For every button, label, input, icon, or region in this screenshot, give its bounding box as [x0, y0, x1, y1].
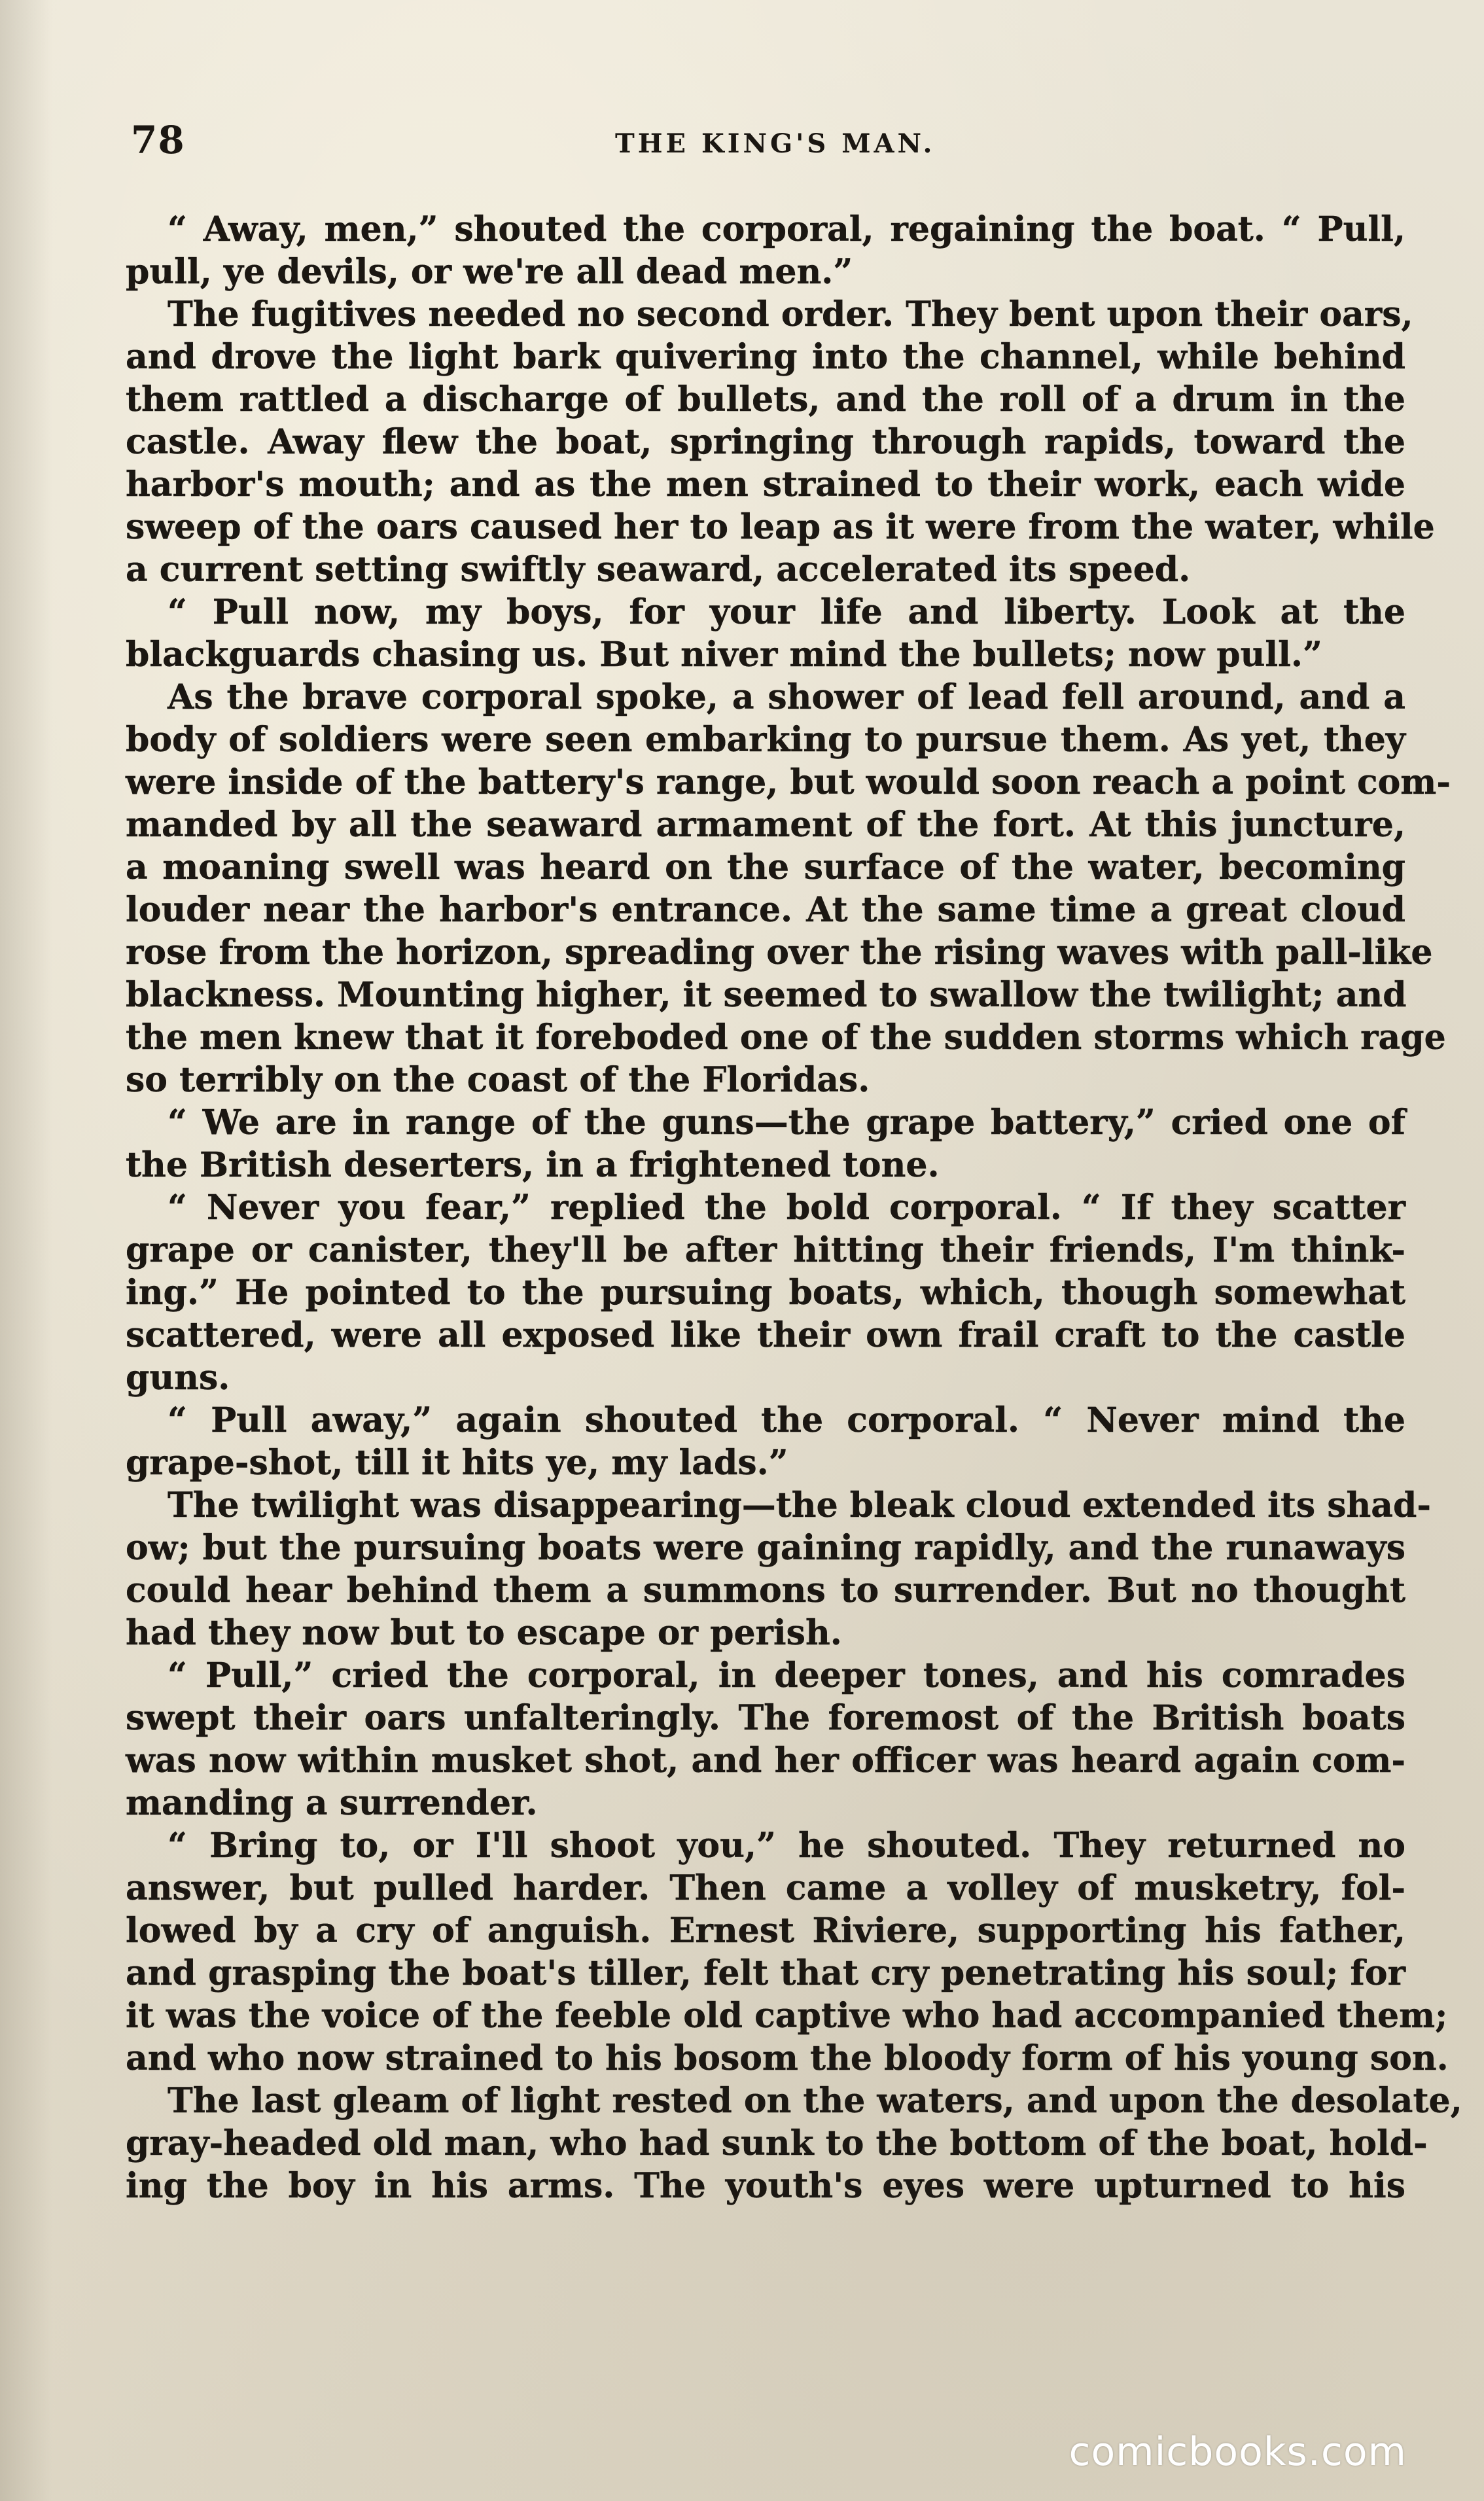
text-line: and drove the light bark quivering into the channel, while behind: [126, 337, 1405, 377]
text-line: scattered, were all exposed like their own frail craft to the castle: [126, 1315, 1405, 1355]
text-line: The fugitives needed no second order. They bent upon their oars,: [168, 294, 1413, 334]
text-line: and grasping the boat's tiller, felt that cry penetrating his soul; for: [126, 1953, 1405, 1993]
text-line: louder near the harbor's entrance. At the same time a great cloud: [126, 890, 1405, 930]
text-line: blackguards chasing us. But niver mind the bullets; now pull.”: [126, 635, 1322, 675]
text-line: “ Pull now, my boys, for your life and liberty. Look at the: [168, 592, 1405, 632]
text-line: the men knew that it foreboded one of the sudden storms which rage: [126, 1018, 1446, 1057]
text-line: grape-shot, till it hits ye, my lads.”: [126, 1443, 788, 1483]
watermark-text: comicbooks.com: [1069, 2429, 1407, 2475]
text-line: manded by all the seaward armament of the fort. At this juncture,: [126, 805, 1405, 845]
text-line: blackness. Mounting higher, it seemed to swallow the twilight; and: [126, 975, 1407, 1015]
text-line: ing.” He pointed to the pursuing boats, which, though somewhat: [126, 1273, 1405, 1313]
text-line: body of soldiers were seen embarking to pursue them. As yet, they: [126, 720, 1405, 760]
body-text: [126, 208, 1462, 2207]
text-line: guns.: [126, 1358, 230, 1398]
text-line: sweep of the oars caused her to leap as it were from the water, while: [126, 507, 1435, 547]
text-line: “ Pull away,” again shouted the corporal. “ Never mind the: [168, 1400, 1405, 1440]
text-line: As the brave corporal spoke, a shower of lead fell around, and a: [168, 677, 1405, 717]
text-line: “ Pull,” cried the corporal, in deeper tones, and his comrades: [168, 1656, 1405, 1695]
text-line: and who now strained to his bosom the bloody form of his young son.: [126, 2038, 1449, 2078]
text-line: “ Bring to, or I'll shoot you,” he shouted. They returned no: [168, 1826, 1405, 1866]
text-line: “ We are in range of the guns—the grape battery,” cried one of: [168, 1103, 1405, 1143]
text-line: pull, ye devils, or we're all dead men.”: [126, 252, 853, 292]
page-number: 78: [131, 118, 185, 162]
text-line: could hear behind them a summons to surrender. But no thought: [126, 1570, 1405, 1610]
text-line: “ Away, men,” shouted the corporal, regaining the boat. “ Pull,: [168, 209, 1405, 249]
text-line: the British deserters, in a frightened tone.: [126, 1145, 940, 1185]
text-line: harbor's mouth; and as the men strained to their work, each wide: [126, 465, 1405, 505]
text-line: were inside of the battery's range, but would soon reach a point com-: [126, 762, 1451, 802]
text-line: them rattled a discharge of bullets, and the roll of a drum in the: [126, 380, 1405, 419]
text-line: a current setting swiftly seaward, accelerated its speed.: [126, 550, 1191, 590]
text-line: a moaning swell was heard on the surface of the water, becoming: [126, 847, 1405, 887]
text-line: answer, but pulled harder. Then came a volley of musketry, fol-: [126, 1868, 1405, 1908]
text-line: so terribly on the coast of the Floridas.: [126, 1060, 870, 1100]
text-line: The last gleam of light rested on the waters, and upon the desolate,: [168, 2081, 1462, 2121]
page-edge-shadow: [0, 0, 52, 2501]
running-title: THE KING'S MAN.: [615, 128, 936, 159]
text-line: swept their oars unfalteringly. The foremost of the British boats: [126, 1698, 1405, 1738]
text-line: ow; but the pursuing boats were gaining rapidly, and the runaways: [126, 1528, 1405, 1568]
text-line: gray-headed old man, who had sunk to the bottom of the boat, hold-: [126, 2123, 1428, 2163]
text-line: grape or canister, they'll be after hitting their friends, I'm think-: [126, 1230, 1405, 1270]
text-line: The twilight was disappearing—the bleak cloud extended its shad-: [168, 1485, 1431, 1525]
text-line: had they now but to escape or perish.: [126, 1613, 842, 1653]
text-line: it was the voice of the feeble old captive who had accompanied them;: [126, 1996, 1448, 2036]
text-line: lowed by a cry of anguish. Ernest Riviere, supporting his father,: [126, 1911, 1405, 1951]
text-line: was now within musket shot, and her officer was heard again com-: [126, 1741, 1405, 1781]
text-line: ing the boy in his arms. The youth's eyes were upturned to his: [126, 2166, 1405, 2206]
text-line: rose from the horizon, spreading over the rising waves with pall-like: [126, 932, 1433, 972]
text-line: castle. Away flew the boat, springing through rapids, toward the: [126, 422, 1405, 462]
text-line: “ Never you fear,” replied the bold corporal. “ If they scatter: [168, 1188, 1405, 1228]
text-line: manding a surrender.: [126, 1783, 538, 1823]
